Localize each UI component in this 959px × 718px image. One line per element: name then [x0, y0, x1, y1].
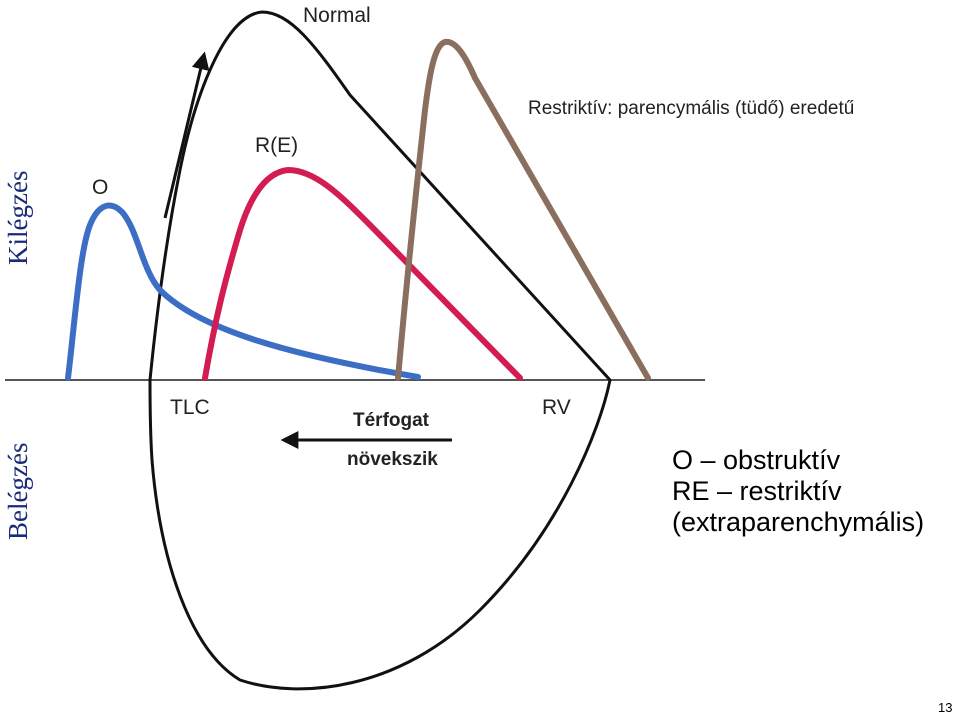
rv-label: RV: [542, 396, 571, 419]
restrictive-p-curve: [398, 42, 648, 378]
obstructive-curve: [68, 206, 418, 378]
legend: [672, 445, 924, 538]
restrictive-title: Restriktív: parencymális (tüdő) eredetű: [528, 98, 855, 119]
exhalation-label: Kilégzés: [3, 170, 33, 265]
inhalation-label: Belégzés: [3, 442, 33, 540]
restrictive-e-curve: [205, 170, 520, 378]
legend-restrictive: RE – restriktív: [672, 476, 842, 506]
tlc-label: TLC: [170, 396, 210, 419]
increases-label: növekszik: [347, 449, 438, 470]
restrictive-e-curve-label: R(E): [255, 134, 299, 157]
obstructive-curve-label: O: [92, 176, 109, 199]
legend-obstructive: O – obstruktív: [672, 445, 841, 475]
volume-label: Térfogat: [353, 410, 429, 431]
normal-curve-label: Normal: [303, 4, 371, 27]
page-number: 13: [938, 700, 953, 715]
flow-direction-arrow: [165, 55, 204, 218]
legend-extraparenchymal: (extraparenchymális): [672, 507, 925, 537]
